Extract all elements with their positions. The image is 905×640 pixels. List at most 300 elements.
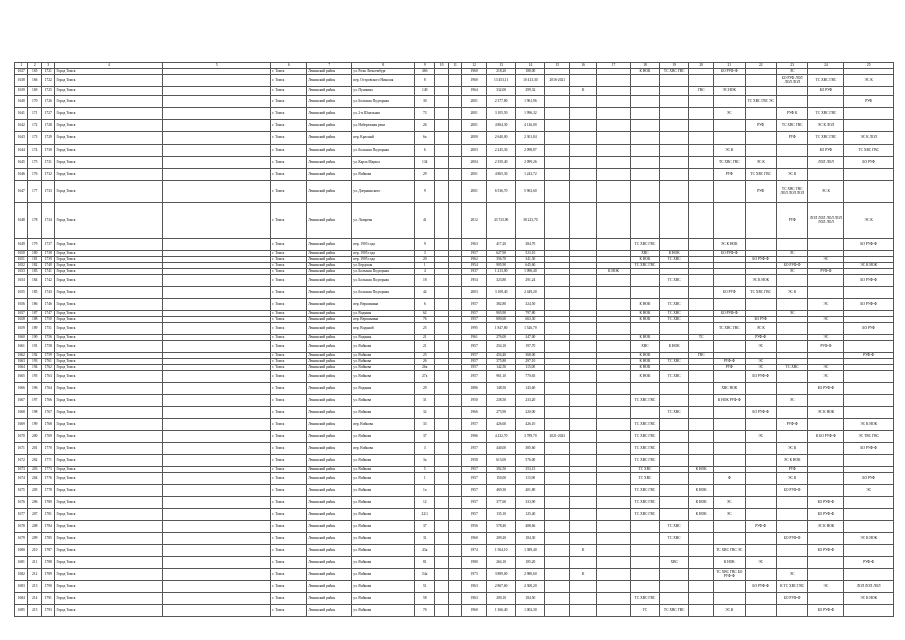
table-cell: Город Томск [55,605,163,617]
table-cell: 2 350,40 [487,157,516,169]
table-cell [689,419,714,431]
table-cell: 73 [415,108,435,120]
table-cell: г. Томск [271,257,307,263]
table-cell: 188 [28,317,41,323]
table-cell [689,181,714,203]
table-cell: 32 [415,407,435,419]
table-cell [435,455,448,467]
table-cell: Ленинский район [307,311,352,317]
table-cell: 194 [28,365,41,371]
table-cell: БО РУФ [714,287,745,299]
table-cell [689,157,714,169]
table-cell: 1673 [15,467,28,473]
table-cell [630,323,659,335]
table-cell [570,371,597,383]
table-cell [808,443,844,455]
table-cell [545,533,570,545]
table-cell: 218,20 [487,69,516,75]
table-cell [660,75,689,87]
table-cell [660,569,689,581]
table-cell: ТС ХВС [630,467,659,473]
table-cell: ЭС К НОК [844,593,894,605]
table-cell [689,455,714,467]
table-cell [545,132,570,145]
table-cell: 1676 [15,497,28,509]
table-cell: 3 789,70 [516,431,545,443]
table-cell: 214 [28,593,41,605]
table-cell: Ленинский район [307,341,352,353]
table-cell: 1759 [41,353,54,359]
table-cell [689,521,714,533]
table-cell [714,120,745,132]
table-cell [844,395,894,407]
table-cell: ЭС К [776,169,807,181]
table-cell: 211 [28,557,41,569]
table-cell: Город Томск [55,509,163,521]
table-cell [435,371,448,383]
table-cell: БО РУФ-Ф [808,509,844,521]
table-cell: К НОК [689,485,714,497]
table-row [15,569,894,581]
table-cell: 1644 [15,145,28,157]
table-cell [448,239,461,251]
table-cell: РУФ-Ф [844,557,894,569]
table-cell: Город Томск [55,383,163,395]
table-cell: 31 [415,533,435,545]
table-cell: ул. Войкова [352,581,415,593]
table-cell: 202 [28,455,41,467]
table-cell [448,455,461,467]
table-cell: 1734 [41,203,54,239]
table-cell: ЛОЛ ЛОЛ [808,157,844,169]
table-cell [689,557,714,569]
column-number-header: 4 [55,63,163,69]
table-cell [597,132,631,145]
table-cell [745,569,776,581]
table-cell [714,75,745,87]
table-cell: К НОК [660,341,689,353]
table-cell: пер. Островского Николая [352,75,415,87]
table-cell [597,75,631,87]
table-cell [808,169,844,181]
table-cell [660,395,689,407]
table-row [15,407,894,419]
table-cell [545,569,570,581]
table-cell: 1773 [41,467,54,473]
table-cell [570,275,597,287]
table-cell [689,605,714,617]
table-cell [163,605,271,617]
table-cell [689,383,714,395]
table-cell: 1957 [462,353,487,359]
table-cell: 1677 [15,509,28,521]
table-cell: ул. Войкова [352,407,415,419]
column-number-header: 1 [15,63,28,69]
table-cell [689,473,714,485]
table-cell: 12 [415,497,435,509]
table-cell: ул. Пушкина [352,87,415,96]
table-cell [745,485,776,497]
table-cell [597,169,631,181]
table-cell: 31 [415,395,435,407]
table-cell: 1674 [15,473,28,485]
table-cell: 10 413,30 [516,75,545,87]
table-cell: Ленинский район [307,257,352,263]
table-cell: Город Томск [55,132,163,145]
table-cell [163,557,271,569]
table-cell [163,497,271,509]
table-cell [545,497,570,509]
table-row [15,157,894,169]
table-cell [660,96,689,108]
table-cell: 1957 [462,467,487,473]
table-cell [630,96,659,108]
table-cell: ул. Войкова [352,371,415,383]
table-cell: 1731 [41,157,54,169]
table-cell: 291,24 [516,275,545,287]
table-cell [448,108,461,120]
table-cell: Ленинский район [307,443,352,455]
table-cell: 961,10 [487,371,516,383]
table-cell [714,96,745,108]
table-cell: Город Томск [55,239,163,251]
table-cell [844,108,894,120]
table-cell [448,497,461,509]
table-cell: БО РУФ-Ф [714,311,745,317]
table-cell [545,157,570,169]
table-cell: 33 [415,419,435,431]
table-cell: ЭС [776,251,807,257]
table-cell: г. Томск [271,371,307,383]
table-cell: ТС ХВС ГВС [630,263,659,269]
table-cell: 1730 [41,145,54,157]
table-cell [660,497,689,509]
table-cell: Ленинский район [307,533,352,545]
table-cell: Ленинский район [307,287,352,299]
table-cell [808,323,844,335]
table-cell [597,485,631,497]
table-cell: ЭС ТВС ГВС [844,431,894,443]
table-cell [448,287,461,299]
table-cell: 1741 [41,269,54,275]
table-cell: Ленинский район [307,365,352,371]
table-cell: 1963 [462,593,487,605]
table-cell: 192 [28,353,41,359]
table-cell: 1672 [15,455,28,467]
table-cell [630,287,659,299]
table-cell: 184 [28,275,41,287]
table-cell: ЭС [776,569,807,581]
table-cell: г. Томск [271,275,307,287]
table-cell: ЭС [745,365,776,371]
table-cell [435,431,448,443]
table-cell [435,341,448,353]
table-cell: ЭС [745,557,776,569]
table-cell [844,371,894,383]
table-cell: 1769 [41,431,54,443]
table-cell [630,145,659,157]
table-cell [570,497,597,509]
column-number-header: 11 [448,63,461,69]
table-cell: Ленинский район [307,605,352,617]
table-cell: ХВС [660,557,689,569]
table-cell: ЭС К НОК [808,407,844,419]
table-cell: ЭС [745,359,776,365]
table-cell: г. Томск [271,341,307,353]
table-cell: Город Томск [55,569,163,581]
table-cell: БО РУФ-Ф [776,485,807,497]
table-cell [597,287,631,299]
table-cell: 341,30 [516,257,545,263]
table-cell: 2 098,87 [516,145,545,157]
table-cell: г. Томск [271,533,307,545]
column-number-header: 5 [163,63,271,69]
table-cell [570,203,597,239]
table-cell: ул. Набережная реки [352,120,415,132]
table-cell: 1646 [15,169,28,181]
table-cell: г. Томск [271,157,307,169]
table-cell: 1974 [462,545,487,557]
table-cell: Ленинский район [307,359,352,365]
table-cell [745,443,776,455]
column-number-header: 8 [352,63,415,69]
table-cell [630,521,659,533]
table-cell: ЭС [714,509,745,521]
column-number-header: 18 [630,63,659,69]
table-cell: БО РУФ-Ф [808,383,844,395]
table-cell [630,569,659,581]
table-cell: ТС ХВС [660,371,689,383]
table-cell: Город Томск [55,395,163,407]
table-cell: Город Томск [55,335,163,341]
table-cell: 1962 [462,257,487,263]
table-cell: РУФ [776,467,807,473]
table-cell: БО РУФ ЛОЛ ЛОЛ ЛОЛ [776,75,807,87]
table-cell: 613,00 [487,455,516,467]
table-cell: ТС ХВС [660,311,689,317]
table-cell: 1957 [462,299,487,311]
table-cell: г. Томск [271,169,307,181]
table-cell: 1733 [41,181,54,203]
table-cell: 247,00 [516,335,545,341]
table-cell [545,605,570,617]
table-cell: 1660 [15,335,28,341]
table-cell: 197,70 [516,341,545,353]
table-cell [570,473,597,485]
table-cell: 37 [415,431,435,443]
table-cell: ул. Водяная [352,335,415,341]
table-cell: 1960 [462,69,487,75]
table-cell: ГВС [689,353,714,359]
table-cell: Город Томск [55,75,163,87]
table-cell [660,157,689,169]
table-cell: 184,30 [516,533,545,545]
table-cell [435,203,448,239]
table-cell [570,521,597,533]
table-cell: Ленинский район [307,96,352,108]
table-row [15,371,894,383]
table-cell [545,145,570,157]
table-cell: БО РУФ-Ф [776,533,807,545]
table-cell: 800,60 [487,317,516,323]
table-cell [689,275,714,287]
table-cell [570,299,597,311]
table-cell [630,545,659,557]
table-cell: ТС ХВС ГВС [808,75,844,87]
table-row [15,239,894,251]
table-cell: БО РУФ-Ф [808,497,844,509]
table-cell: Ленинский район [307,395,352,407]
table-cell: БО РУФ-Ф [745,407,776,419]
table-cell: ТС ХВС ГВС [660,69,689,75]
table-cell: 212 [28,569,41,581]
table-cell: 2016-2021 [545,75,570,87]
table-cell: ул. Розы Люксембург [352,69,415,75]
table-cell: ТС ХВС [660,533,689,545]
table-cell [163,569,271,581]
table-cell: БО РУФ-Ф [808,545,844,557]
table-row [15,545,894,557]
table-cell [689,203,714,239]
table-cell: 1680 [15,545,28,557]
table-cell [689,145,714,157]
table-cell [570,485,597,497]
table-cell: ул. Большая Подгорная [352,269,415,275]
table-cell: 1747 [41,311,54,317]
table-cell: 1762 [41,365,54,371]
table-cell: ХВС [630,251,659,257]
table-cell: Ленинский район [307,239,352,251]
table-cell [689,132,714,145]
table-row [15,203,894,239]
table-cell: ЭС К [745,323,776,335]
table-cell [570,395,597,407]
table-cell [745,419,776,431]
table-cell: ЭС К НОК [844,419,894,431]
table-cell [545,545,570,557]
table-cell: 208 [28,521,41,533]
table-cell: 206 [28,497,41,509]
table-cell: 1957 [462,371,487,383]
table-cell: Ленинский район [307,87,352,96]
table-cell: 54а [415,569,435,581]
table-cell: 417,20 [487,239,516,251]
table-cell [844,497,894,509]
table-cell [570,108,597,120]
table-cell: К [570,569,597,581]
table-cell: г. Томск [271,407,307,419]
table-cell [545,485,570,497]
table-row [15,75,894,87]
table-cell [745,455,776,467]
column-number-header: 6 [271,63,307,69]
table-cell: Город Томск [55,145,163,157]
table-cell [808,395,844,407]
table-cell [597,533,631,545]
table-cell [776,299,807,311]
table-cell: 1957 [462,359,487,365]
table-cell: г. Томск [271,203,307,239]
table-cell [570,557,597,569]
table-cell [630,533,659,545]
table-cell [597,395,631,407]
table-cell: ЭС [808,581,844,593]
table-cell: 115,00 [516,365,545,371]
column-number-header: 9 [415,63,435,69]
table-cell [448,569,461,581]
table-cell: ЭС [776,311,807,317]
table-cell [808,275,844,287]
table-cell: Город Томск [55,317,163,323]
table-cell: Город Томск [55,359,163,365]
table-cell: г. Томск [271,593,307,605]
table-cell [597,509,631,521]
table-cell: РУФ [745,181,776,203]
table-cell: 3 889,00 [487,569,516,581]
table-cell: 4 865,30 [487,169,516,181]
table-cell: Ленинский район [307,132,352,145]
table-cell [630,169,659,181]
table-cell: г. Томск [271,263,307,269]
table-cell [448,145,461,157]
table-cell [435,545,448,557]
table-cell: 2 867,60 [487,581,516,593]
table-cell: ул. Бердская [352,263,415,269]
table-cell [545,299,570,311]
table-cell: 142,50 [487,365,516,371]
table-cell: 2 377,80 [487,96,516,108]
table-cell [163,395,271,407]
table-cell [163,485,271,497]
table-cell [714,533,745,545]
table-cell: ЭС К ЛОЛ [808,120,844,132]
table-row [15,120,894,132]
table-cell [689,75,714,87]
table-cell [163,87,271,96]
table-cell: 382,80 [487,299,516,311]
table-cell [776,545,807,557]
table-cell: 62 [415,311,435,317]
table-cell [163,545,271,557]
table-cell [545,181,570,203]
table-cell: ТС ХВС ГВС [630,455,659,467]
table-cell [545,87,570,96]
table-cell: г. Томск [271,120,307,132]
table-cell [545,395,570,407]
table-cell: ЭС К НОК [776,455,807,467]
table-row [15,485,894,497]
table-cell: 115,90 [516,473,545,485]
table-cell [448,521,461,533]
table-cell [448,181,461,203]
table-cell [745,239,776,251]
table-cell: 8 [415,75,435,87]
table-cell [570,181,597,203]
table-row [15,533,894,545]
table-cell: 356,70 [487,257,516,263]
table-cell [597,521,631,533]
table-cell: Город Томск [55,323,163,335]
table-cell: ЭС К [714,605,745,617]
table-cell: ХВС [630,341,659,353]
table-cell: 187 [28,311,41,317]
table-cell: 2003 [462,145,487,157]
table-cell [597,545,631,557]
table-cell [745,108,776,120]
table-cell [163,509,271,521]
table-cell: 1957 [462,485,487,497]
table-cell: 13 453,11 [487,75,516,87]
